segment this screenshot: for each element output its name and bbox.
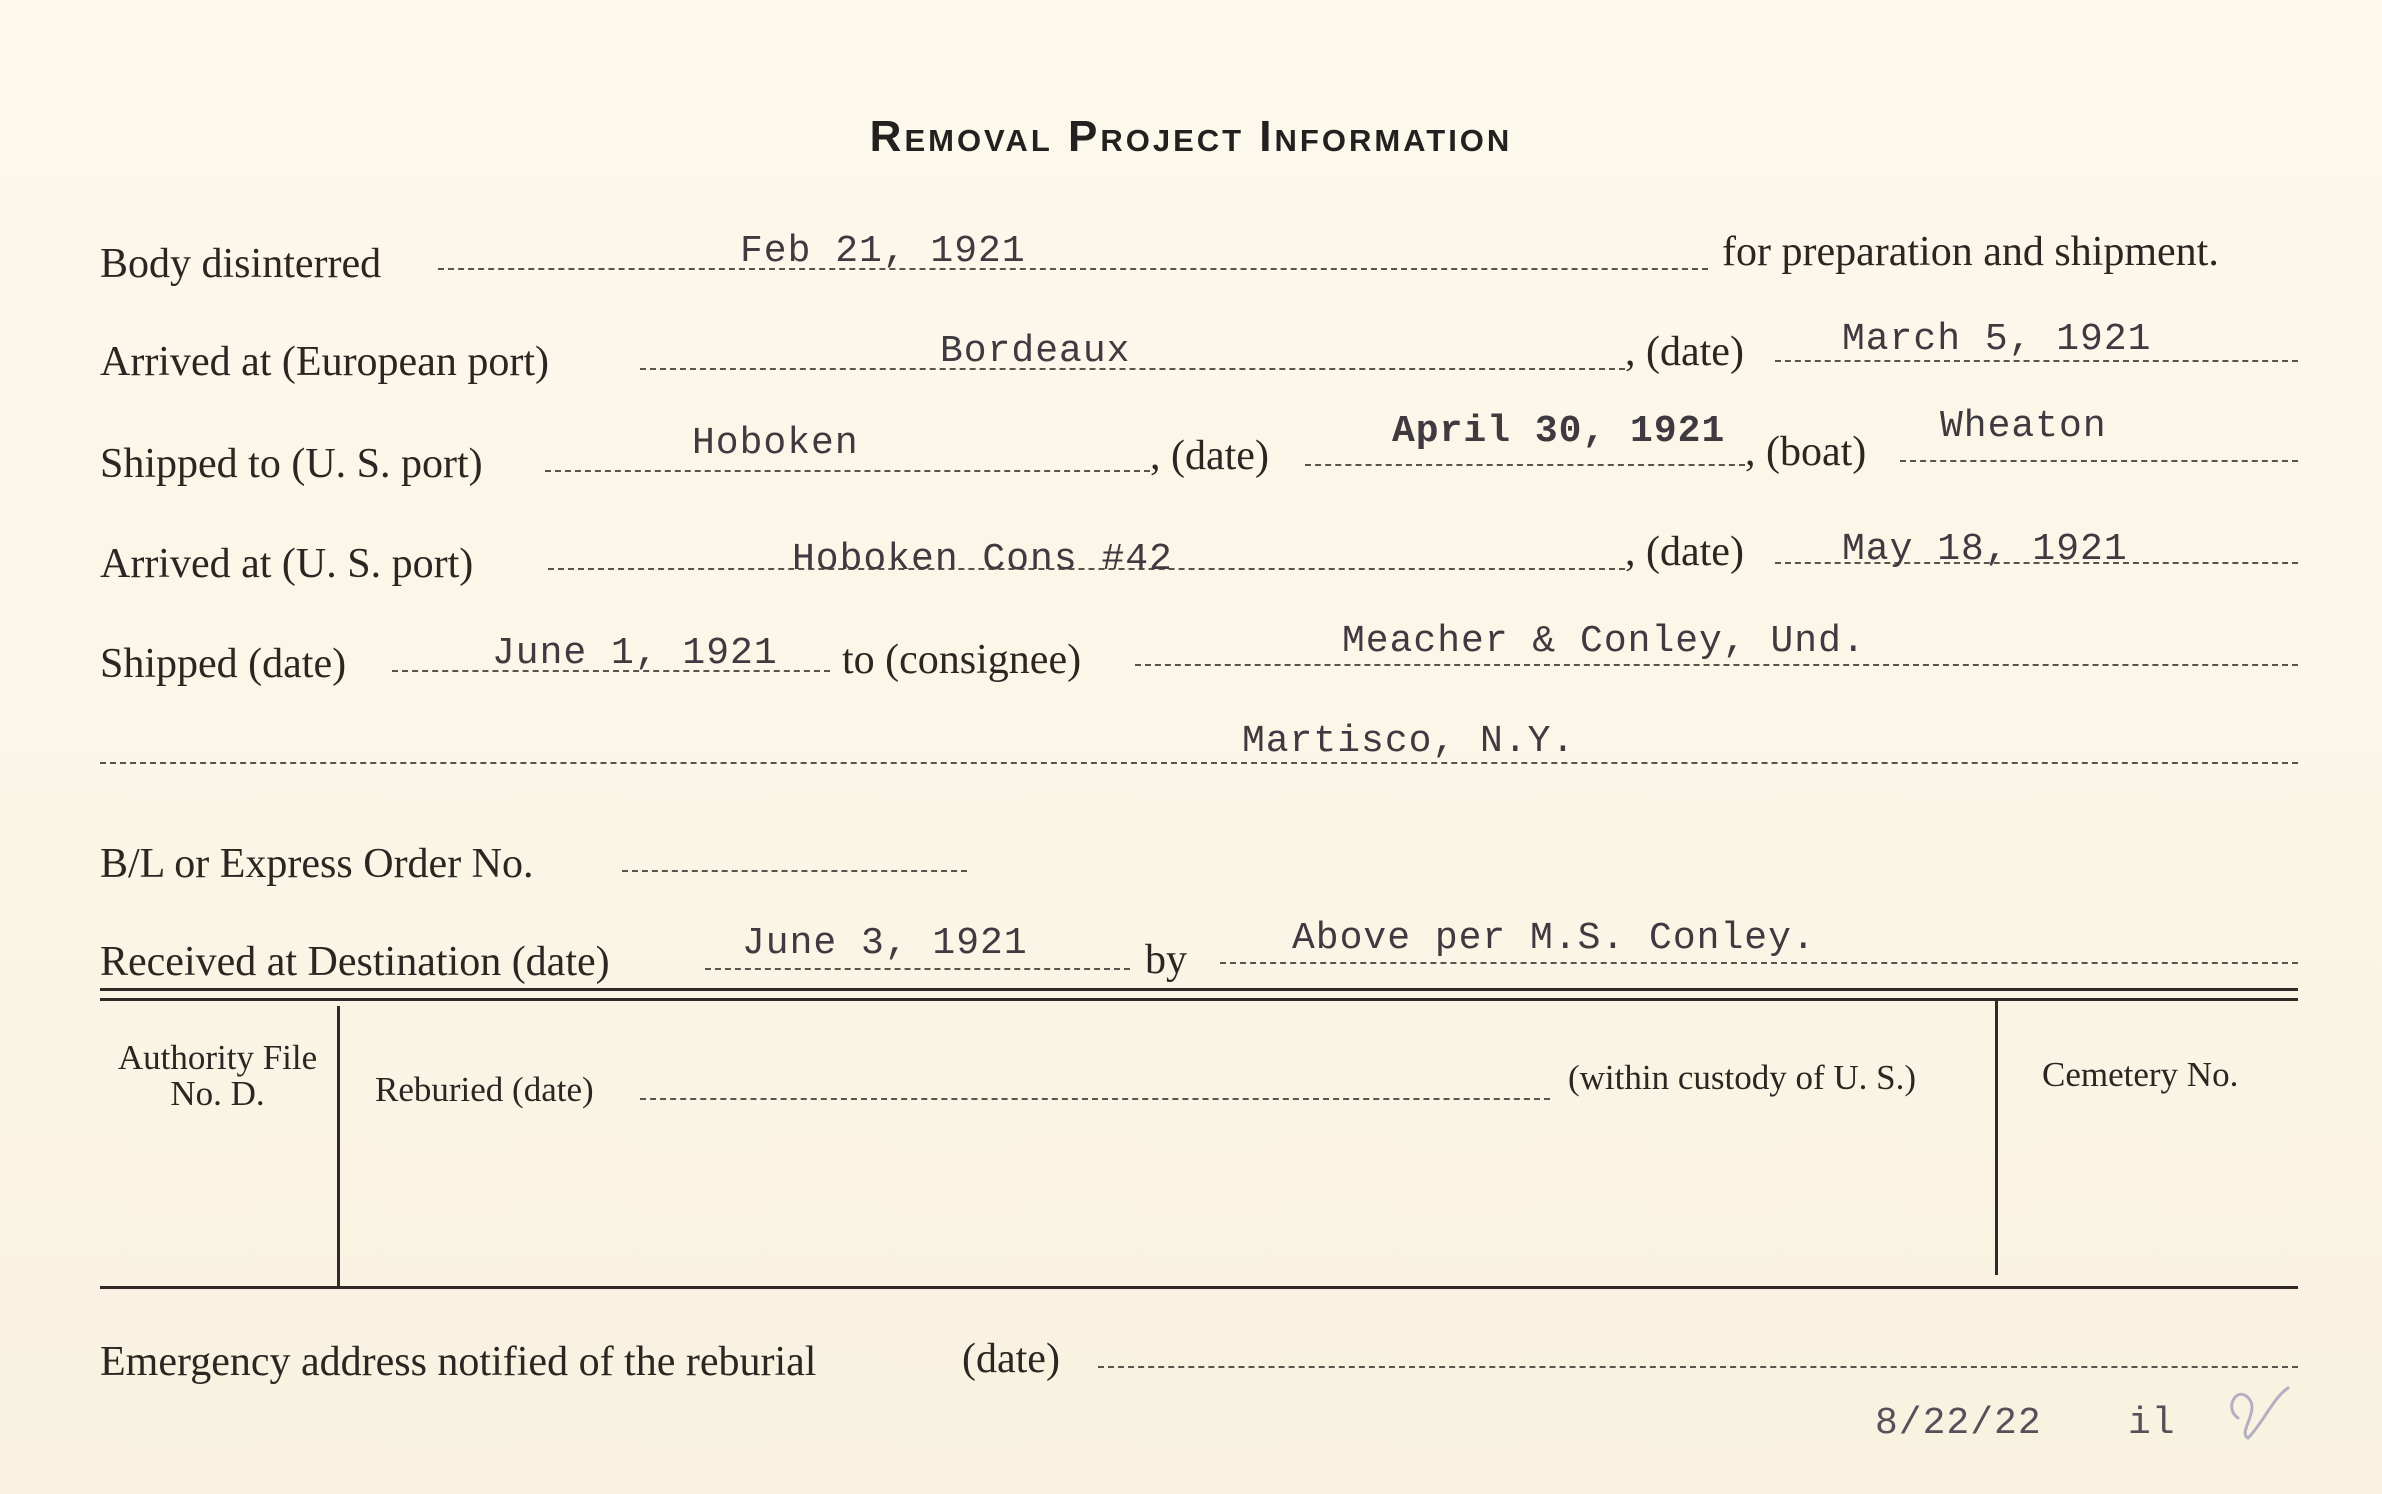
pencil-mark-icon	[2218, 1378, 2298, 1453]
value-european-date: March 5, 1921	[1842, 318, 2152, 361]
label-by: by	[1145, 937, 1187, 983]
label-cemetery-no: Cemetery No.	[2042, 1055, 2239, 1094]
label-emergency-date: (date)	[962, 1336, 1060, 1382]
value-shipped-date: April 30, 1921	[1392, 410, 1726, 453]
double-rule-bottom	[100, 998, 2298, 1001]
line-us-port	[545, 470, 1150, 472]
line-consignee-2	[100, 762, 2298, 764]
label-arrived-european: Arrived at (European port)	[100, 339, 549, 385]
value-shipped-out-date: June 1, 1921	[492, 632, 778, 675]
stamp-date: 8/22/22	[1875, 1402, 2042, 1445]
box-divider-right	[1995, 1000, 1998, 1275]
label-authority-file: Authority File No. D.	[117, 1038, 318, 1113]
label-for-preparation: for preparation and shipment.	[1722, 229, 2219, 275]
label-received-destination: Received at Destination (date)	[100, 939, 610, 985]
value-boat: Wheaton	[1940, 405, 2107, 448]
label-to-consignee: to (consignee)	[842, 637, 1082, 683]
double-rule-top	[100, 988, 2298, 991]
value-received-by: Above per M.S. Conley.	[1292, 917, 1816, 960]
label-date-1: , (date)	[1625, 329, 1744, 375]
label-date-3: , (date)	[1625, 529, 1744, 575]
label-body-disinterred: Body disinterred	[100, 241, 382, 287]
label-shipped-to-us: Shipped to (U. S. port)	[100, 441, 483, 487]
label-emergency: Emergency address notified of the reburial	[100, 1339, 817, 1385]
line-consignee	[1135, 664, 2298, 666]
value-consignee-line1: Meacher & Conley, Und.	[1342, 620, 1866, 663]
line-received-date	[705, 968, 1130, 970]
label-reburied: Reburied (date)	[375, 1070, 594, 1109]
value-us-port: Hoboken	[692, 422, 859, 465]
line-disinterred	[438, 268, 1708, 270]
line-bl-order	[622, 870, 967, 872]
label-boat: , (boat)	[1745, 429, 1867, 475]
card-title: Removal Project Information	[869, 112, 1513, 161]
label-shipped-date: Shipped (date)	[100, 641, 347, 687]
stamp-initials: il	[2128, 1402, 2176, 1445]
value-disinterred-date: Feb 21, 1921	[740, 230, 1026, 273]
line-emergency	[1098, 1366, 2298, 1368]
box-divider-left	[337, 1006, 340, 1286]
label-arrived-us: Arrived at (U. S. port)	[100, 541, 474, 587]
value-arrived-us-date: May 18, 1921	[1842, 528, 2128, 571]
label-bl-order: B/L or Express Order No.	[100, 841, 534, 887]
value-consignee-line2: Martisco, N.Y.	[1242, 720, 1576, 763]
label-within-custody: (within custody of U. S.)	[1568, 1058, 1917, 1097]
line-shipped-date	[1305, 464, 1745, 466]
value-received-date: June 3, 1921	[742, 922, 1028, 965]
line-european-port	[640, 368, 1625, 370]
label-date-2: , (date)	[1150, 433, 1269, 479]
line-boat	[1900, 460, 2298, 462]
line-reburied	[640, 1098, 1550, 1100]
box-bottom-rule	[100, 1286, 2298, 1289]
value-european-port: Bordeaux	[940, 330, 1131, 373]
value-arrived-us-port: Hoboken Cons #42	[792, 538, 1173, 581]
line-received-by	[1220, 962, 2298, 964]
